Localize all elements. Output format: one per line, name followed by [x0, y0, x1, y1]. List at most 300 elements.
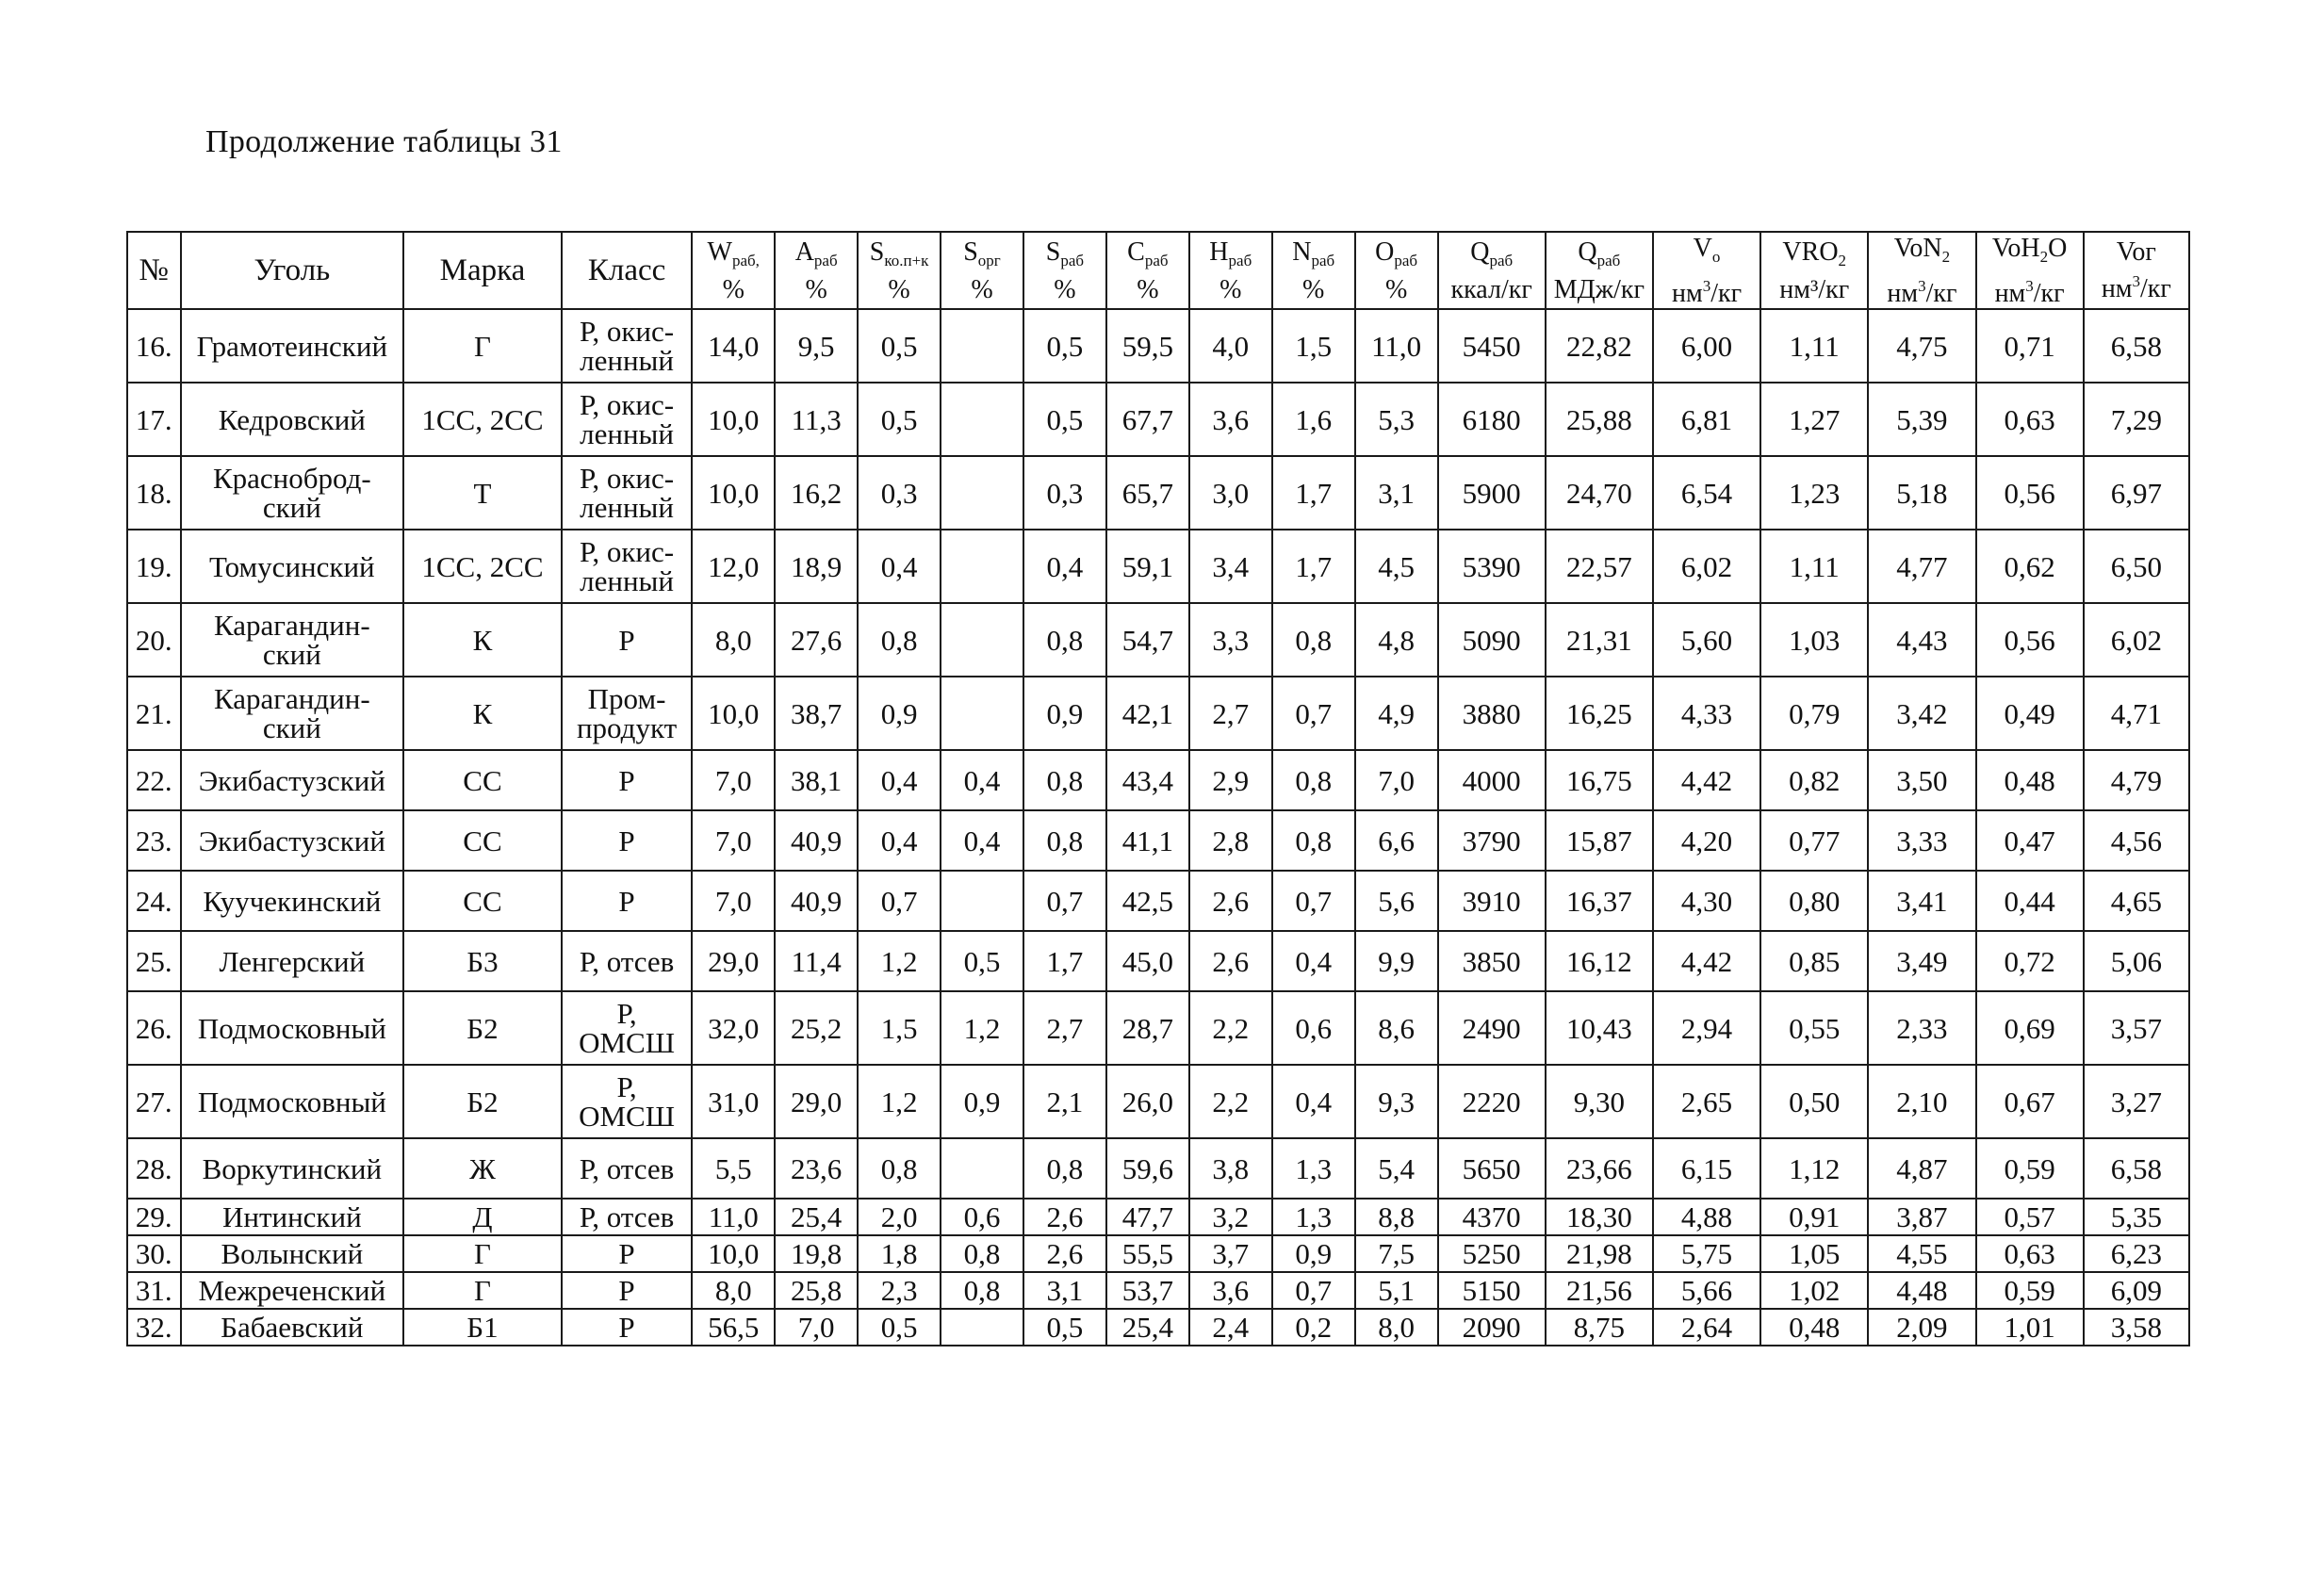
cell-no: 29. — [127, 1199, 181, 1235]
cell-s: 0,5 — [1023, 1309, 1106, 1346]
cell-coal: Подмосковный — [181, 991, 403, 1065]
cell-sorg — [941, 871, 1023, 931]
cell-von2: 5,39 — [1868, 383, 1975, 456]
cell-c: 28,7 — [1106, 991, 1189, 1065]
cell-h: 2,2 — [1189, 991, 1272, 1065]
cell-a: 25,2 — [775, 991, 858, 1065]
cell-n: 0,8 — [1272, 603, 1355, 677]
cell-class: Р, окис- ленный — [562, 456, 692, 530]
cell-c: 26,0 — [1106, 1065, 1189, 1138]
cell-sk: 1,8 — [858, 1235, 941, 1272]
cell-voh2o: 0,69 — [1976, 991, 2084, 1065]
cell-n: 1,6 — [1272, 383, 1355, 456]
cell-class: Р — [562, 810, 692, 871]
cell-n: 0,6 — [1272, 991, 1355, 1065]
cell-voh2o: 0,59 — [1976, 1272, 2084, 1309]
cell-vro2: 1,23 — [1760, 456, 1868, 530]
cell-qm: 16,75 — [1546, 750, 1653, 810]
cell-a: 7,0 — [775, 1309, 858, 1346]
table-body — [127, 309, 2189, 1346]
cell-mark: СС — [403, 750, 562, 810]
cell-von2: 3,49 — [1868, 931, 1975, 991]
cell-qk: 5650 — [1438, 1138, 1546, 1199]
cell-v0: 6,00 — [1653, 309, 1760, 383]
cell-no: 24. — [127, 871, 181, 931]
cell-v0: 4,20 — [1653, 810, 1760, 871]
table-row — [127, 871, 2189, 931]
cell-a: 25,4 — [775, 1199, 858, 1235]
cell-sorg: 1,2 — [941, 991, 1023, 1065]
cell-coal: Томусинский — [181, 530, 403, 603]
cell-von2: 3,33 — [1868, 810, 1975, 871]
header-vor: Voг $нм^3/кг$ — [2084, 232, 2189, 309]
cell-class: Р — [562, 1235, 692, 1272]
cell-o: 5,1 — [1355, 1272, 1438, 1309]
cell-s: 0,4 — [1023, 530, 1106, 603]
cell-sk: 0,4 — [858, 750, 941, 810]
cell-n: 1,5 — [1272, 309, 1355, 383]
cell-voh2o: 0,62 — [1976, 530, 2084, 603]
header-coal: Уголь — [181, 232, 403, 309]
cell-sorg — [941, 309, 1023, 383]
cell-s: 2,1 — [1023, 1065, 1106, 1138]
table-row — [127, 750, 2189, 810]
cell-a: 29,0 — [775, 1065, 858, 1138]
cell-class: Р, отсев — [562, 1199, 692, 1235]
cell-n: 1,7 — [1272, 456, 1355, 530]
cell-von2: 2,09 — [1868, 1309, 1975, 1346]
cell-no: 17. — [127, 383, 181, 456]
cell-vro2: 1,02 — [1760, 1272, 1868, 1309]
cell-v0: 4,42 — [1653, 750, 1760, 810]
cell-a: 19,8 — [775, 1235, 858, 1272]
cell-qm: 21,98 — [1546, 1235, 1653, 1272]
cell-voh2o: 0,56 — [1976, 603, 2084, 677]
cell-voh2o: 0,49 — [1976, 677, 2084, 750]
cell-coal: Межреченский — [181, 1272, 403, 1309]
cell-o: 9,9 — [1355, 931, 1438, 991]
cell-qk: 5150 — [1438, 1272, 1546, 1309]
cell-voh2o: 0,59 — [1976, 1138, 2084, 1199]
cell-vro2: 0,82 — [1760, 750, 1868, 810]
cell-sorg: 0,8 — [941, 1235, 1023, 1272]
cell-c: 41,1 — [1106, 810, 1189, 871]
header-voh2o: VoH$_2$O $нм^3/кг$ — [1976, 232, 2084, 309]
cell-o: 6,6 — [1355, 810, 1438, 871]
cell-s: 0,8 — [1023, 750, 1106, 810]
cell-vor: 5,06 — [2084, 931, 2189, 991]
cell-vor: 4,71 — [2084, 677, 2189, 750]
cell-vro2: 1,03 — [1760, 603, 1868, 677]
cell-c: 59,5 — [1106, 309, 1189, 383]
cell-w: 31,0 — [692, 1065, 775, 1138]
cell-h: 3,3 — [1189, 603, 1272, 677]
cell-s: 0,5 — [1023, 309, 1106, 383]
cell-coal: Бабаевский — [181, 1309, 403, 1346]
cell-vor: 4,79 — [2084, 750, 2189, 810]
cell-von2: 2,10 — [1868, 1065, 1975, 1138]
cell-w: 8,0 — [692, 1272, 775, 1309]
header-s: $S_{раб}$ % — [1023, 232, 1106, 309]
cell-qm: 16,25 — [1546, 677, 1653, 750]
cell-sk: 0,8 — [858, 1138, 941, 1199]
cell-von2: 4,77 — [1868, 530, 1975, 603]
cell-no: 28. — [127, 1138, 181, 1199]
cell-s: 2,6 — [1023, 1199, 1106, 1235]
cell-vor: 4,56 — [2084, 810, 2189, 871]
cell-v0: 6,02 — [1653, 530, 1760, 603]
cell-qk: 3790 — [1438, 810, 1546, 871]
cell-qk: 3880 — [1438, 677, 1546, 750]
cell-c: 54,7 — [1106, 603, 1189, 677]
cell-sk: 1,5 — [858, 991, 941, 1065]
cell-qm: 24,70 — [1546, 456, 1653, 530]
cell-w: 10,0 — [692, 456, 775, 530]
cell-sorg: 0,6 — [941, 1199, 1023, 1235]
cell-voh2o: 0,56 — [1976, 456, 2084, 530]
cell-c: 59,1 — [1106, 530, 1189, 603]
cell-qk: 2090 — [1438, 1309, 1546, 1346]
cell-n: 0,4 — [1272, 1065, 1355, 1138]
cell-no: 18. — [127, 456, 181, 530]
cell-no: 22. — [127, 750, 181, 810]
table-row — [127, 530, 2189, 603]
cell-voh2o: 0,63 — [1976, 383, 2084, 456]
cell-v0: 2,64 — [1653, 1309, 1760, 1346]
cell-class: Р, окис- ленный — [562, 309, 692, 383]
header-sk: $S_{ко.п+к}$ % — [858, 232, 941, 309]
cell-vro2: 0,85 — [1760, 931, 1868, 991]
cell-o: 4,5 — [1355, 530, 1438, 603]
cell-mark: Т — [403, 456, 562, 530]
cell-class: Р — [562, 1272, 692, 1309]
cell-voh2o: 0,47 — [1976, 810, 2084, 871]
cell-sorg — [941, 1309, 1023, 1346]
cell-n: 0,7 — [1272, 1272, 1355, 1309]
cell-s: 0,5 — [1023, 383, 1106, 456]
cell-qm: 21,56 — [1546, 1272, 1653, 1309]
cell-a: 25,8 — [775, 1272, 858, 1309]
cell-sk: 0,4 — [858, 530, 941, 603]
cell-mark: Г — [403, 1272, 562, 1309]
table-row — [127, 677, 2189, 750]
cell-o: 9,3 — [1355, 1065, 1438, 1138]
cell-mark: Б1 — [403, 1309, 562, 1346]
cell-qk: 4000 — [1438, 750, 1546, 810]
cell-qm: 16,12 — [1546, 931, 1653, 991]
cell-sorg: 0,4 — [941, 810, 1023, 871]
cell-sk: 0,8 — [858, 603, 941, 677]
cell-a: 18,9 — [775, 530, 858, 603]
cell-coal: Экибастузский — [181, 810, 403, 871]
cell-no: 21. — [127, 677, 181, 750]
cell-vor: 4,65 — [2084, 871, 2189, 931]
cell-qm: 10,43 — [1546, 991, 1653, 1065]
cell-h: 3,4 — [1189, 530, 1272, 603]
cell-sk: 0,5 — [858, 309, 941, 383]
cell-qm: 16,37 — [1546, 871, 1653, 931]
header-a: $A_{раб}$ % — [775, 232, 858, 309]
cell-s: 0,8 — [1023, 810, 1106, 871]
cell-w: 10,0 — [692, 1235, 775, 1272]
cell-w: 10,0 — [692, 383, 775, 456]
table-row — [127, 1199, 2189, 1235]
cell-h: 3,2 — [1189, 1199, 1272, 1235]
cell-sk: 0,9 — [858, 677, 941, 750]
cell-sorg — [941, 603, 1023, 677]
cell-sk: 0,5 — [858, 1309, 941, 1346]
cell-qk: 6180 — [1438, 383, 1546, 456]
cell-s: 2,6 — [1023, 1235, 1106, 1272]
cell-h: 4,0 — [1189, 309, 1272, 383]
cell-c: 25,4 — [1106, 1309, 1189, 1346]
cell-c: 45,0 — [1106, 931, 1189, 991]
cell-w: 7,0 — [692, 871, 775, 931]
cell-o: 7,5 — [1355, 1235, 1438, 1272]
cell-mark: СС — [403, 810, 562, 871]
cell-vor: 6,58 — [2084, 309, 2189, 383]
cell-coal: Ленгерский — [181, 931, 403, 991]
cell-v0: 5,66 — [1653, 1272, 1760, 1309]
cell-s: 0,8 — [1023, 603, 1106, 677]
cell-s: 0,9 — [1023, 677, 1106, 750]
cell-qk: 2220 — [1438, 1065, 1546, 1138]
cell-class: Р — [562, 603, 692, 677]
header-row — [127, 232, 2189, 309]
cell-vor: 7,29 — [2084, 383, 2189, 456]
cell-vro2: 0,77 — [1760, 810, 1868, 871]
cell-s: 3,1 — [1023, 1272, 1106, 1309]
cell-vor: 6,23 — [2084, 1235, 2189, 1272]
table-row — [127, 1138, 2189, 1199]
header-class: Класс — [562, 232, 692, 309]
cell-h: 3,8 — [1189, 1138, 1272, 1199]
cell-qm: 9,30 — [1546, 1065, 1653, 1138]
cell-mark: Б2 — [403, 991, 562, 1065]
cell-s: 2,7 — [1023, 991, 1106, 1065]
cell-class: Р, ОМСШ — [562, 991, 692, 1065]
cell-von2: 4,48 — [1868, 1272, 1975, 1309]
cell-von2: 4,87 — [1868, 1138, 1975, 1199]
cell-vor: 3,57 — [2084, 991, 2189, 1065]
cell-a: 11,4 — [775, 931, 858, 991]
cell-no: 30. — [127, 1235, 181, 1272]
cell-vro2: 0,80 — [1760, 871, 1868, 931]
cell-no: 19. — [127, 530, 181, 603]
header-no: № — [127, 232, 181, 309]
cell-coal: Карагандин- ский — [181, 603, 403, 677]
cell-w: 32,0 — [692, 991, 775, 1065]
cell-mark: Г — [403, 309, 562, 383]
cell-h: 2,9 — [1189, 750, 1272, 810]
cell-qk: 5090 — [1438, 603, 1546, 677]
cell-coal: Подмосковный — [181, 1065, 403, 1138]
cell-class: Р — [562, 750, 692, 810]
cell-a: 27,6 — [775, 603, 858, 677]
cell-class: Р, отсев — [562, 931, 692, 991]
cell-o: 4,9 — [1355, 677, 1438, 750]
cell-w: 10,0 — [692, 677, 775, 750]
cell-a: 38,7 — [775, 677, 858, 750]
cell-sk: 0,7 — [858, 871, 941, 931]
cell-v0: 5,75 — [1653, 1235, 1760, 1272]
header-q-kcal: $Q_{раб}$ ккал/кг — [1438, 232, 1546, 309]
cell-o: 5,3 — [1355, 383, 1438, 456]
cell-vor: 3,58 — [2084, 1309, 2189, 1346]
cell-o: 5,4 — [1355, 1138, 1438, 1199]
cell-sk: 0,4 — [858, 810, 941, 871]
cell-von2: 3,87 — [1868, 1199, 1975, 1235]
cell-o: 7,0 — [1355, 750, 1438, 810]
cell-voh2o: 0,67 — [1976, 1065, 2084, 1138]
cell-sk: 0,3 — [858, 456, 941, 530]
cell-mark: 1СС, 2СС — [403, 530, 562, 603]
cell-h: 2,7 — [1189, 677, 1272, 750]
header-von2: VoN$_2$ $нм^3/кг$ — [1868, 232, 1975, 309]
cell-coal: Куучекинский — [181, 871, 403, 931]
cell-von2: 5,18 — [1868, 456, 1975, 530]
cell-vor: 6,50 — [2084, 530, 2189, 603]
cell-class: Р, ОМСШ — [562, 1065, 692, 1138]
cell-sk: 2,0 — [858, 1199, 941, 1235]
cell-voh2o: 0,44 — [1976, 871, 2084, 931]
cell-qk: 2490 — [1438, 991, 1546, 1065]
cell-n: 0,2 — [1272, 1309, 1355, 1346]
cell-sk: 2,3 — [858, 1272, 941, 1309]
cell-mark: К — [403, 677, 562, 750]
cell-mark: Ж — [403, 1138, 562, 1199]
cell-n: 0,8 — [1272, 750, 1355, 810]
cell-no: 26. — [127, 991, 181, 1065]
cell-sk: 1,2 — [858, 931, 941, 991]
cell-a: 23,6 — [775, 1138, 858, 1199]
table-row — [127, 383, 2189, 456]
table-row — [127, 1235, 2189, 1272]
cell-h: 3,7 — [1189, 1235, 1272, 1272]
cell-h: 2,2 — [1189, 1065, 1272, 1138]
cell-a: 9,5 — [775, 309, 858, 383]
cell-qm: 22,82 — [1546, 309, 1653, 383]
cell-vor: 6,97 — [2084, 456, 2189, 530]
cell-von2: 4,75 — [1868, 309, 1975, 383]
header-h: $H_{раб}$ % — [1189, 232, 1272, 309]
cell-w: 29,0 — [692, 931, 775, 991]
cell-w: 12,0 — [692, 530, 775, 603]
cell-n: 1,7 — [1272, 530, 1355, 603]
cell-vor: 6,58 — [2084, 1138, 2189, 1199]
cell-sorg: 0,5 — [941, 931, 1023, 991]
cell-class: Р, окис- ленный — [562, 530, 692, 603]
cell-w: 14,0 — [692, 309, 775, 383]
cell-no: 32. — [127, 1309, 181, 1346]
header-vro2: $VRO_2$ нм³/кг — [1760, 232, 1868, 309]
cell-o: 8,0 — [1355, 1309, 1438, 1346]
cell-c: 53,7 — [1106, 1272, 1189, 1309]
cell-n: 1,3 — [1272, 1138, 1355, 1199]
cell-c: 47,7 — [1106, 1199, 1189, 1235]
cell-a: 40,9 — [775, 810, 858, 871]
cell-c: 43,4 — [1106, 750, 1189, 810]
header-c: $C_{раб}$ % — [1106, 232, 1189, 309]
cell-n: 0,4 — [1272, 931, 1355, 991]
cell-c: 67,7 — [1106, 383, 1189, 456]
cell-c: 42,1 — [1106, 677, 1189, 750]
table-row — [127, 810, 2189, 871]
cell-sorg — [941, 456, 1023, 530]
cell-coal: Кедровский — [181, 383, 403, 456]
cell-mark: Г — [403, 1235, 562, 1272]
cell-qk: 5250 — [1438, 1235, 1546, 1272]
table-row — [127, 1272, 2189, 1309]
table-row — [127, 1309, 2189, 1346]
cell-a: 11,3 — [775, 383, 858, 456]
cell-v0: 4,33 — [1653, 677, 1760, 750]
cell-qk: 4370 — [1438, 1199, 1546, 1235]
cell-a: 40,9 — [775, 871, 858, 931]
cell-sorg — [941, 383, 1023, 456]
cell-mark: Б3 — [403, 931, 562, 991]
cell-h: 2,6 — [1189, 931, 1272, 991]
cell-c: 65,7 — [1106, 456, 1189, 530]
table-row — [127, 991, 2189, 1065]
cell-von2: 2,33 — [1868, 991, 1975, 1065]
table-row — [127, 309, 2189, 383]
cell-qk: 5390 — [1438, 530, 1546, 603]
cell-o: 4,8 — [1355, 603, 1438, 677]
cell-qk: 5450 — [1438, 309, 1546, 383]
cell-sorg: 0,9 — [941, 1065, 1023, 1138]
cell-v0: 4,88 — [1653, 1199, 1760, 1235]
cell-n: 0,7 — [1272, 677, 1355, 750]
cell-qm: 21,31 — [1546, 603, 1653, 677]
cell-class: Р — [562, 1309, 692, 1346]
cell-vro2: 0,48 — [1760, 1309, 1868, 1346]
cell-class: Р, отсев — [562, 1138, 692, 1199]
cell-vor: 6,02 — [2084, 603, 2189, 677]
cell-a: 16,2 — [775, 456, 858, 530]
cell-vro2: 0,91 — [1760, 1199, 1868, 1235]
cell-c: 59,6 — [1106, 1138, 1189, 1199]
cell-coal: Экибастузский — [181, 750, 403, 810]
cell-s: 1,7 — [1023, 931, 1106, 991]
cell-voh2o: 0,72 — [1976, 931, 2084, 991]
header-sorg: $S_{орг}$ % — [941, 232, 1023, 309]
cell-w: 8,0 — [692, 603, 775, 677]
cell-h: 3,6 — [1189, 383, 1272, 456]
cell-vro2: 0,55 — [1760, 991, 1868, 1065]
cell-s: 0,8 — [1023, 1138, 1106, 1199]
cell-qm: 23,66 — [1546, 1138, 1653, 1199]
cell-w: 56,5 — [692, 1309, 775, 1346]
cell-h: 3,6 — [1189, 1272, 1272, 1309]
cell-coal: Воркутинский — [181, 1138, 403, 1199]
cell-n: 0,7 — [1272, 871, 1355, 931]
table-row — [127, 931, 2189, 991]
cell-qk: 3850 — [1438, 931, 1546, 991]
header-w: $W_{раб,}$ % — [692, 232, 775, 309]
cell-h: 3,0 — [1189, 456, 1272, 530]
header-mark: Марка — [403, 232, 562, 309]
cell-o: 8,8 — [1355, 1199, 1438, 1235]
cell-class: Р, окис- ленный — [562, 383, 692, 456]
cell-h: 2,6 — [1189, 871, 1272, 931]
cell-qm: 25,88 — [1546, 383, 1653, 456]
cell-no: 23. — [127, 810, 181, 871]
table-caption: Продолжение таблицы 31 — [205, 124, 563, 159]
cell-sk: 0,5 — [858, 383, 941, 456]
cell-s: 0,7 — [1023, 871, 1106, 931]
cell-n: 0,8 — [1272, 810, 1355, 871]
